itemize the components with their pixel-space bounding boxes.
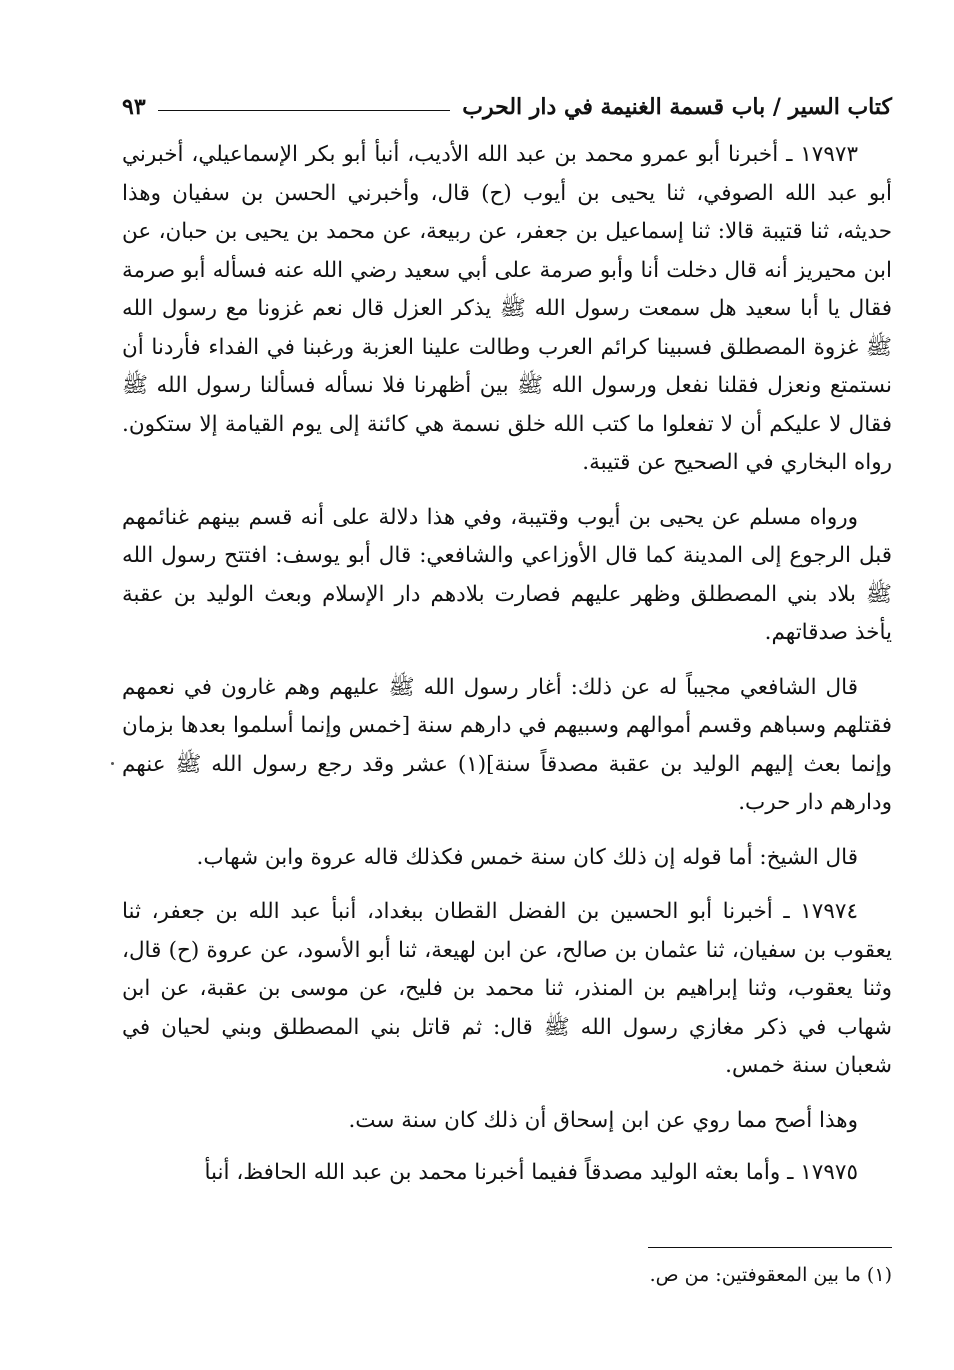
chapter-title: كتاب السير / باب قسمة الغنيمة في دار الحرب — [462, 94, 892, 120]
paragraph-shafii-reply: قال الشافعي مجيباً له عن ذلك: أغار رسول الله ﷺ عليهم وهم غارون في نعمهم فقتلهم وسباهم وقسم أموالهم وسبيهم في دارهم سنة [خمس وإنما أسلموا بعدها بزمان وإنما بعث إليهم الوليد بن عقبة مصدقاً سنة](١) عشر وقد رجع رسول الله ﷺ عنهم ودارهم دار حرب. — [122, 674, 892, 815]
margin-dot — [111, 762, 114, 765]
running-header — [122, 84, 892, 120]
paragraph-sheikh-comment: قال الشيخ: أما قوله إن ذلك كان سنة خمس فكذلك قاله عروة وابن شهاب. — [196, 844, 858, 870]
footnote: (١) ما بين المعقوفتين: من ص. — [649, 1264, 892, 1286]
footnote-rule — [648, 1247, 892, 1248]
paragraph-muslim-narration: ورواه مسلم عن يحيى بن أيوب وقتيبة، وفي هذا دلالة على أنه قسم بينهم غنائمهم قبل الرجوع إلى المدينة كما قال الأوزاعي والشافعي: قال أبو يوسف: افتتح رسول الله ﷺ بلاد بني المصطلق وظهر عليهم فصارت بلادهم دار الإسلام وبعث الوليد بن عقبة يأخذ صدقاتهم. — [122, 504, 892, 645]
hadith-17973: ١٧٩٧٣ ـ أخبرنا أبو عمرو محمد بن عبد الله الأديب، أنبأ أبو بكر الإسماعيلي، أخبرني أبو عبد الله الصوفي، ثنا يحيى بن أيوب (ح) قال، وأخبرني الحسن بن سفيان وهذا حديثه، ثنا قتيبة قالا: ثنا إسماعيل بن جعفر، عن ربيعة، عن محمد بن يحيى بن حبان، عن ابن محيريز أنه قال دخلت أنا وأبو صرمة على أبي سعيد رضي الله عنه فسأله أبو صرمة فقال يا أبا سعيد هل سمعت رسول الله ﷺ يذكر العزل قال نعم غزونا مع رسول الله ﷺ غزوة المصطلق فسبينا كرائم العرب وطالت علينا العزبة ورغبنا في الفداء فأردنا أن نستمتع ونعزل فقلنا نفعل ورسول الله ﷺ بين أظهرنا فلا نسأله فسألنا رسول الله ﷺ فقال لا عليكم أن لا تفعلوا ما كتب الله خلق نسمة هي كائنة إلى يوم القيامة إلا ستكون. رواه البخاري في الصحيح عن قتيبة. — [122, 142, 892, 475]
page-number: ٩٣ — [122, 94, 146, 120]
main-text — [122, 136, 892, 1209]
paragraph-ibn-ishaq: وهذا أصح مما روي عن ابن إسحاق أن ذلك كان سنة ست. — [348, 1107, 858, 1133]
header-rule — [158, 110, 451, 111]
hadith-17974: ١٧٩٧٤ ـ أخبرنا أبو الحسين بن الفضل القطان ببغداد، أنبأ عبد الله بن جعفر، ثنا يعقوب بن سفيان، ثنا عثمان بن صالح، عن ابن لهيعة، ثنا أبو الأسود، عن عروة (ح) قال، وثنا يعقوب، وثنا إبراهيم بن المنذر، ثنا محمد بن فليح، عن موسى بن عقبة، عن ابن شهاب في ذكر مغازي رسول الله ﷺ قال: ثم قاتل بني المصطلق وبني لحيان في شعبان سنة خمس. — [122, 899, 892, 1078]
hadith-17975: ١٧٩٧٥ ـ وأما بعثه الوليد مصدقاً ففيما أخبرنا محمد بن عبد الله الحافظ، أنبأ — [204, 1160, 858, 1185]
